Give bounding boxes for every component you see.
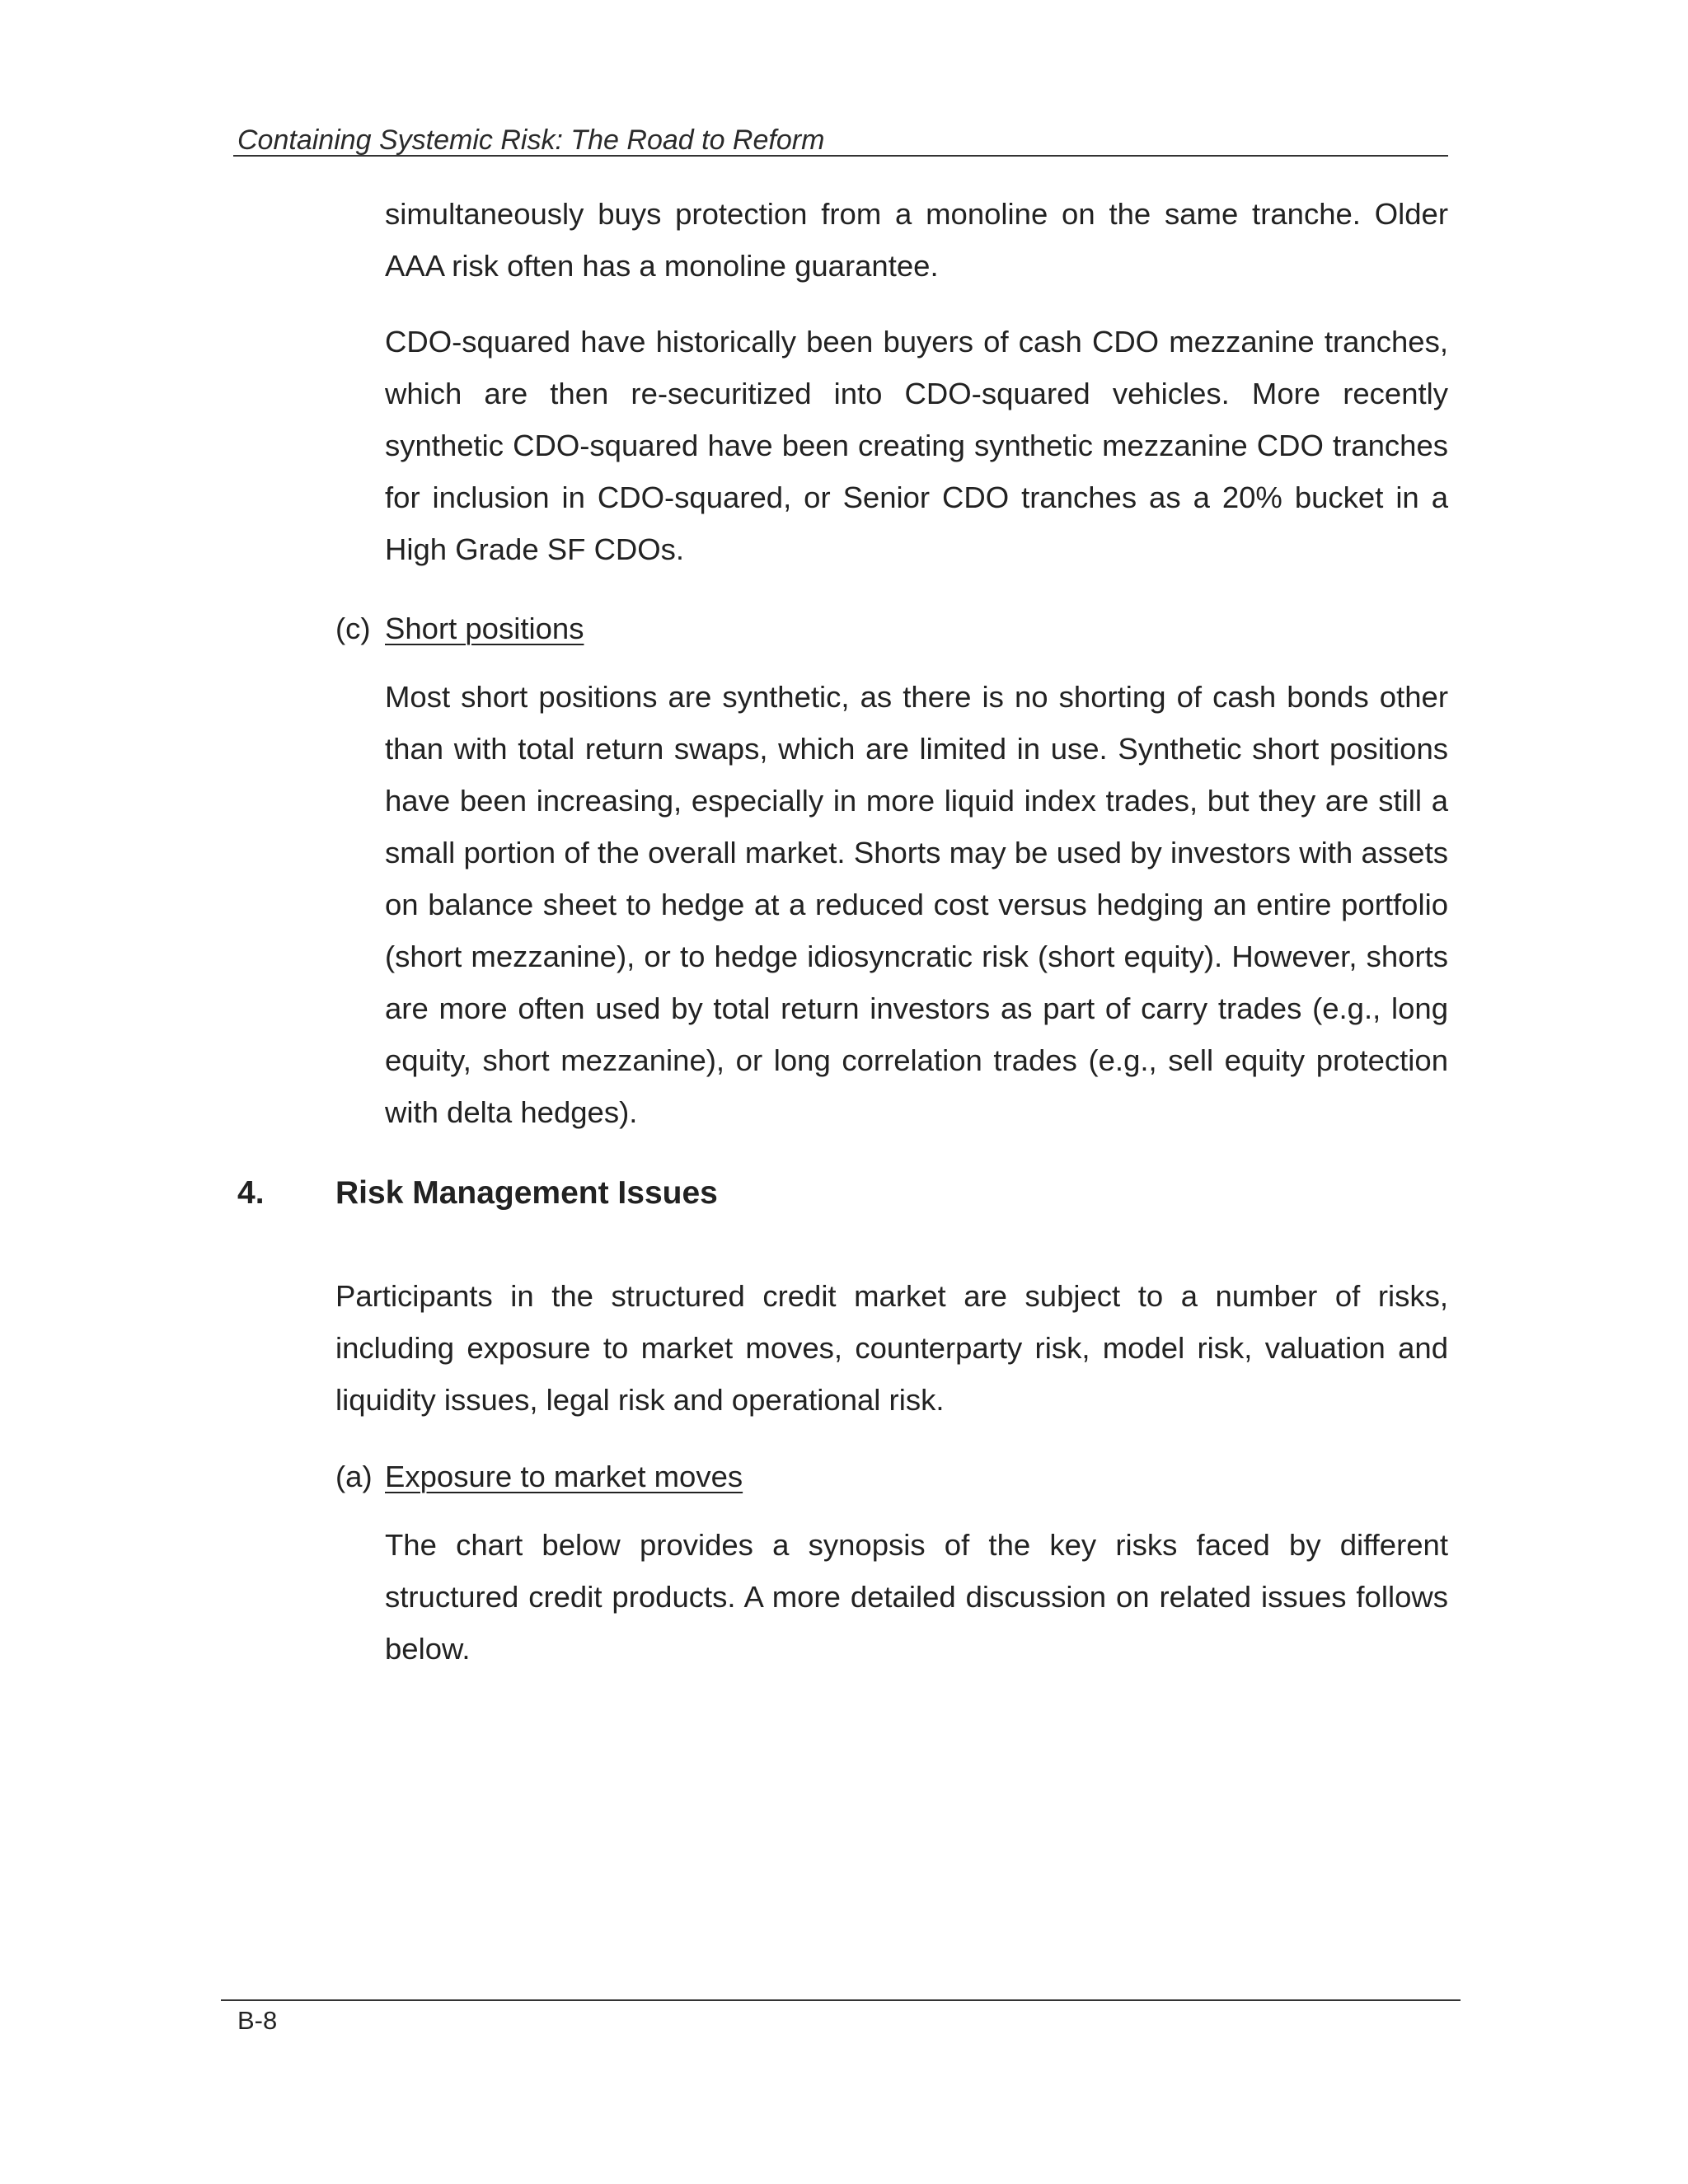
subheading-title: Short positions [385,612,584,645]
subheading-marker: (a) [335,1460,373,1493]
paragraph-short-positions: Most short positions are synthetic, as there is no shorting of cash bonds other than with total return swaps, which are limited in use. Synthetic short positions have been increasing, especially in more liquid index trades, but they are still a small portion of the overall market. Shorts may be used by investors with assets on balance sheet to hedge at a reduced cost versus hedging an entire portfolio (short mezzanine), or to hedge idiosyncratic risk (short equity). However, shorts are more often used by total return investors as part of carry trades (e.g., long equity, short mezzanine), or long correlation trades (e.g., sell equity protection with delta hedges). [385,680,1448,1129]
page-number: B-8 [237,2006,278,2035]
paragraph-chart-synopsis: The chart below provides a synopsis of the key risks faced by different structured credit products. A more detailed discussion on related issues follows below. [385,1528,1448,1666]
subheading-marker: (c) [335,612,371,645]
paragraph-participants: Participants in the structured credit market are subject to a number of risks, including exposure to market moves, counterparty risk, model risk, valuation and liquidity issues, legal risk and operational risk. [335,1279,1448,1417]
running-header: Containing Systemic Risk: The Road to Reform [237,124,825,156]
paragraph-intro: simultaneously buys protection from a monoline on the same tranche. Older AAA risk often has a monoline guarantee. [385,197,1448,283]
subheading-title: Exposure to market moves [385,1460,743,1493]
header-rule [233,155,1448,157]
subheading-short-positions [335,608,584,649]
paragraph-cdo-squared: CDO-squared have historically been buyers of cash CDO mezzanine tranches, which are then re-securitized into CDO-squared vehicles. More recently synthetic CDO-squared have been creating synthetic mezzanine CDO tranches for inclusion in CDO-squared, or Senior CDO tranches as a 20% bucket in a High Grade SF CDOs. [385,325,1448,566]
section-title: Risk Management Issues [335,1175,718,1211]
footer-rule [221,1999,1461,2001]
subheading-market-moves [335,1456,743,1497]
section-heading [237,1170,718,1216]
section-number: 4. [237,1175,265,1211]
